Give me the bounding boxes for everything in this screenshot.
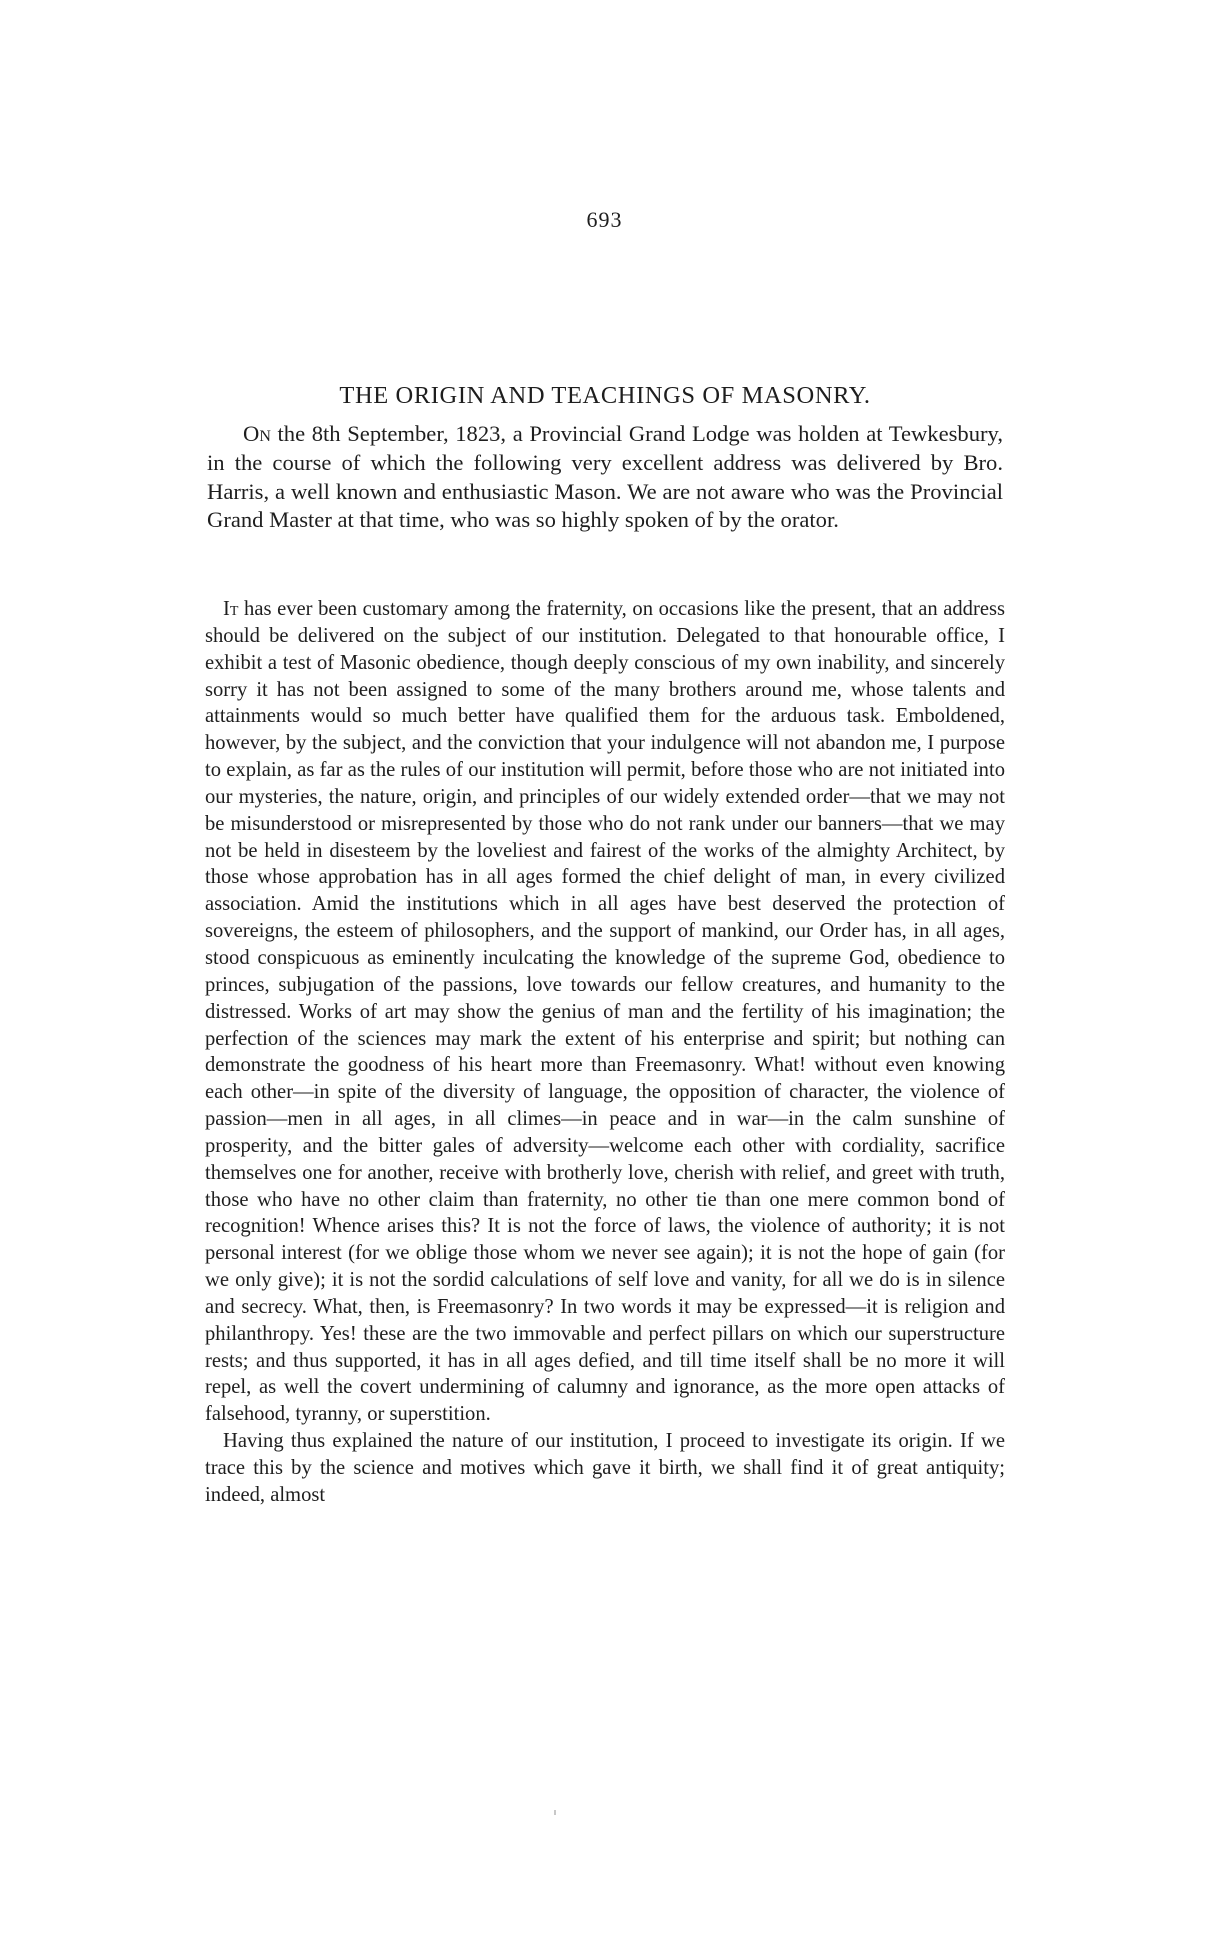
intro-paragraph [207,420,1003,535]
address-body [205,596,1005,1509]
intro-dropcap: On [243,421,271,446]
address-dropcap: It [223,598,239,620]
address-paragraph-2: Having thus explained the nature of our institution, I proceed to investigate its origin. If we trace this by the science and motives which gave it birth, we shall find it of great antiquity; indeed, almost [205,1430,1005,1506]
intro-text: the 8th September, 1823, a Provincial Grand Lodge was holden at Tewkesbury, in the course of which the following very excellent address was delivered by Bro. Harris, a well known and enthusiastic Mason. We are not aware who was the Provincial Grand Master at that time, who was so highly spoken of by the orator. [207,421,1003,533]
scan-speck [554,1810,556,1815]
article-title: THE ORIGIN AND TEACHINGS OF MASONRY. [339,382,871,409]
address-paragraph-1-text: has ever been customary among the fraternity, on occasions like the present, that an address should be delivered on the subject of our institution. Delegated to that honourable office, I exhibit a test of Masonic obedience, though deeply conscious of my own inability, and sincerely sorry it has not been assigned to some of the many brothers around me, whose talents and attainments would so much better have qualified them for the arduous task. Emboldened, however, by the subject, and the conviction that your indulgence will not abandon me, I purpose to explain, as far as the rules of our institution will permit, before those who are not initiated into our mysteries, the nature, origin, and principles of our widely extended order—that we may not be misunderstood or misrepresented by those who do not rank under our banners—that we may not be held in disesteem by the loveliest and fairest of the works of the almighty Architect, by those whose approbation has in all ages formed the chief delight of man, in every civilized association. Amid the institutions which in all ages have best deserved the protection of sovereigns, the esteem of philosophers, and the support of mankind, our Order has, in all ages, stood conspicuous as eminently inculcating the knowledge of the supreme God, obedience to princes, subjugation of the passions, love towards our fellow creatures, and humanity to the distressed. Works of art may show the genius of man and the fertility of his imagination; the perfection of the sciences may mark the extent of his enterprise and spirit; but nothing can demonstrate the goodness of his heart more than Freemasonry. What! without even knowing each other—in spite of the diversity of language, the opposition of character, the violence of passion—men in all ages, in all climes—in peace and in war—in the calm sunshine of prosperity, and the bitter gales of adversity—welcome each other with cordiality, sacrifice themselves one for another, receive with brotherly love, cherish with relief, and greet with truth, those who have no other claim than fraternity, no other tie than one mere common bond of recognition! Whence arises this? It is not the force of laws, the violence of authority; it is not personal interest (for we oblige those whom we never see again); it is not the hope of gain (for we only give); it is not the sordid calculations of self love and vanity, for all we do is in silence and secrecy. What, then, is Freemasonry? In two words it may be expressed—it is religion and philanthropy. Yes! these are the two immovable and perfect pillars on which our superstructure rests; and thus supported, it has in all ages defied, and till time itself shall be no more it will repel, as well the covert undermining of calumny and ignorance, as the more open attacks of falsehood, tyranny, or superstition. [205,598,1005,1426]
address-paragraph-1 [205,596,1005,1428]
page-number: 693 [586,207,623,232]
